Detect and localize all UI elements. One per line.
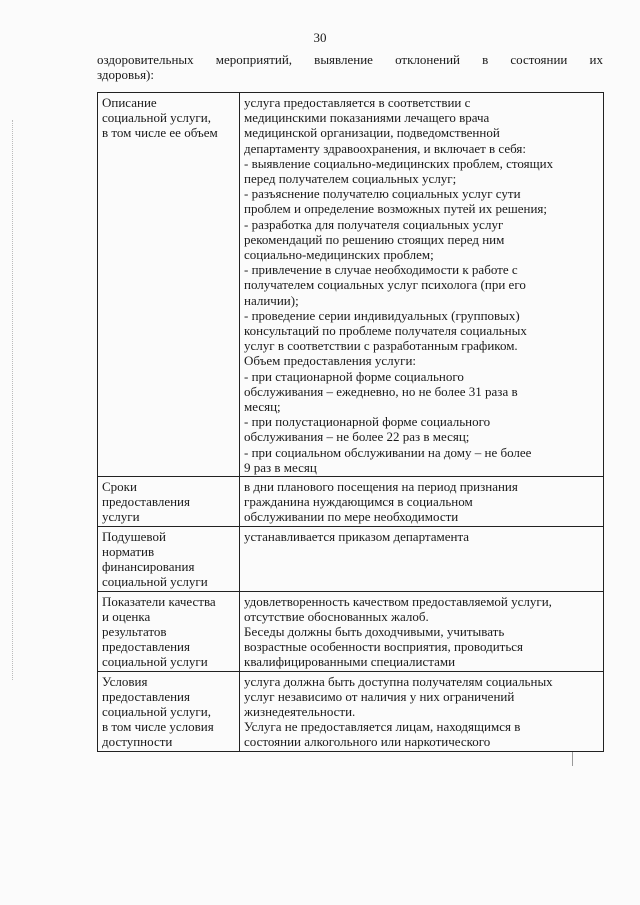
row-content-line: - разработка для получателя социальных услуг — [244, 216, 504, 232]
row-content-line: получателем социальных услуг психолога (при его — [244, 277, 526, 293]
row-label-line: Подушевой — [102, 528, 166, 544]
row-content-line: медицинской организации, подведомственной — [244, 125, 500, 141]
row-content-line: департаменту здравоохранения, и включает в себя: — [244, 140, 527, 156]
row-label-line: социальной услуги — [102, 574, 208, 590]
row-content-line: жизнедеятельности. — [244, 703, 356, 719]
row-content-line: обслуживания – ежедневно, но не более 31 раза в — [244, 383, 518, 399]
row-content-line: месяц; — [244, 399, 281, 415]
row-label-line: Условия — [102, 673, 148, 689]
row-label-line: доступности — [102, 734, 173, 750]
table-row — [98, 671, 604, 751]
table-row — [98, 93, 604, 477]
row-content-cell — [240, 591, 604, 671]
row-label-cell — [98, 591, 240, 671]
row-content-line: гражданина нуждающимся в социальном — [244, 494, 473, 510]
row-label-line: Описание — [102, 95, 157, 110]
row-content-line: устанавливается приказом департамента — [244, 528, 470, 544]
table-row — [98, 526, 604, 591]
row-label-cell — [98, 671, 240, 751]
row-label-line: социальной услуги, — [102, 110, 211, 126]
row-content-line: обслуживании по мере необходимости — [244, 509, 459, 525]
row-label-line: социальной услуги — [102, 654, 208, 670]
row-content-cell — [240, 526, 604, 591]
row-label-line: и оценка — [102, 608, 151, 624]
row-label-line: предоставления — [102, 494, 190, 510]
intro-paragraph — [97, 52, 603, 82]
intro-line: здоровья): — [97, 67, 155, 82]
row-label-line: норматив — [102, 543, 155, 559]
row-content-line: перед получателем социальных услуг; — [244, 171, 457, 187]
row-content-line: услуг независимо от наличия у них ограничений — [244, 688, 515, 704]
row-label-line: предоставления — [102, 688, 190, 704]
row-content-line: консультаций по проблеме получателя социальных — [244, 323, 527, 339]
row-content-line: - при стационарной форме социального — [244, 368, 464, 384]
table-row — [98, 591, 604, 671]
row-content-line: возрастные особенности восприятия, проводиться — [244, 639, 524, 655]
row-label-line: финансирования — [102, 559, 195, 575]
table-row — [98, 477, 604, 527]
row-content-line: услуга предоставляется в соответствии с — [244, 95, 471, 110]
service-description-table — [97, 92, 604, 752]
row-label-line: Показатели качества — [102, 593, 216, 609]
row-content-cell — [240, 477, 604, 527]
row-content-line: 9 раз в месяц — [244, 459, 317, 475]
row-content-line: квалифицированными специалистами — [244, 654, 456, 670]
row-content-line: - выявление социально-медицинских проблем, стоящих — [244, 155, 554, 171]
row-label-cell — [98, 526, 240, 591]
row-content-line: удовлетворенность качеством предоставляемой услуги, — [244, 593, 552, 609]
row-content-line: услуг в соответствии с разработанным графиком. — [244, 338, 518, 354]
row-content-line: состоянии алкогольного или наркотического — [244, 734, 491, 750]
row-content-line: - при полустационарной форме социального — [244, 414, 491, 430]
scan-margin-mark — [12, 120, 14, 680]
row-content-line: Услуга не предоставляется лицам, находящимся в — [244, 719, 521, 735]
row-content-cell — [240, 93, 604, 477]
row-content-line: обслуживания – не более 22 раз в месяц; — [244, 429, 470, 445]
row-content-line: наличии); — [244, 292, 299, 308]
row-label-line: в том числе ее объем — [102, 125, 218, 141]
row-label-cell — [98, 93, 240, 477]
scan-artifact-mark — [572, 752, 573, 766]
row-content-line: медицинскими показаниями лечащего врача — [244, 110, 490, 126]
row-content-line: - при социальном обслуживании на дому – не более — [244, 444, 532, 460]
row-content-line: Объем предоставления услуги: — [244, 353, 417, 369]
row-content-line: - проведение серии индивидуальных (групповых) — [244, 307, 520, 323]
row-content-line: - разъяснение получателю социальных услуг сути — [244, 186, 521, 202]
row-content-line: услуга должна быть доступна получателям социальных — [244, 673, 553, 689]
row-content-line: Беседы должны быть доходчивыми, учитывать — [244, 623, 505, 639]
intro-line: оздоровительных мероприятий, выявление отклонений в состоянии их — [97, 52, 603, 67]
row-content-line: социально-медицинских проблем; — [244, 247, 434, 263]
row-label-line: услуги — [102, 509, 140, 525]
row-content-line: отсутствие обоснованных жалоб. — [244, 608, 429, 624]
row-label-line: социальной услуги, — [102, 703, 211, 719]
row-label-cell — [98, 477, 240, 527]
row-content-line: в дни планового посещения на период признания — [244, 479, 518, 495]
row-content-cell — [240, 671, 604, 751]
row-label-line: результатов — [102, 623, 167, 639]
row-label-line: Сроки — [102, 479, 137, 495]
page-number: 30 — [313, 30, 327, 45]
row-content-line: проблем и определение возможных путей их решения; — [244, 201, 548, 217]
row-label-line: в том числе условия — [102, 719, 214, 735]
row-label-line: предоставления — [102, 639, 190, 655]
row-content-line: - привлечение в случае необходимости к работе с — [244, 262, 518, 278]
row-content-line: рекомендаций по решению стоящих перед ним — [244, 231, 505, 247]
